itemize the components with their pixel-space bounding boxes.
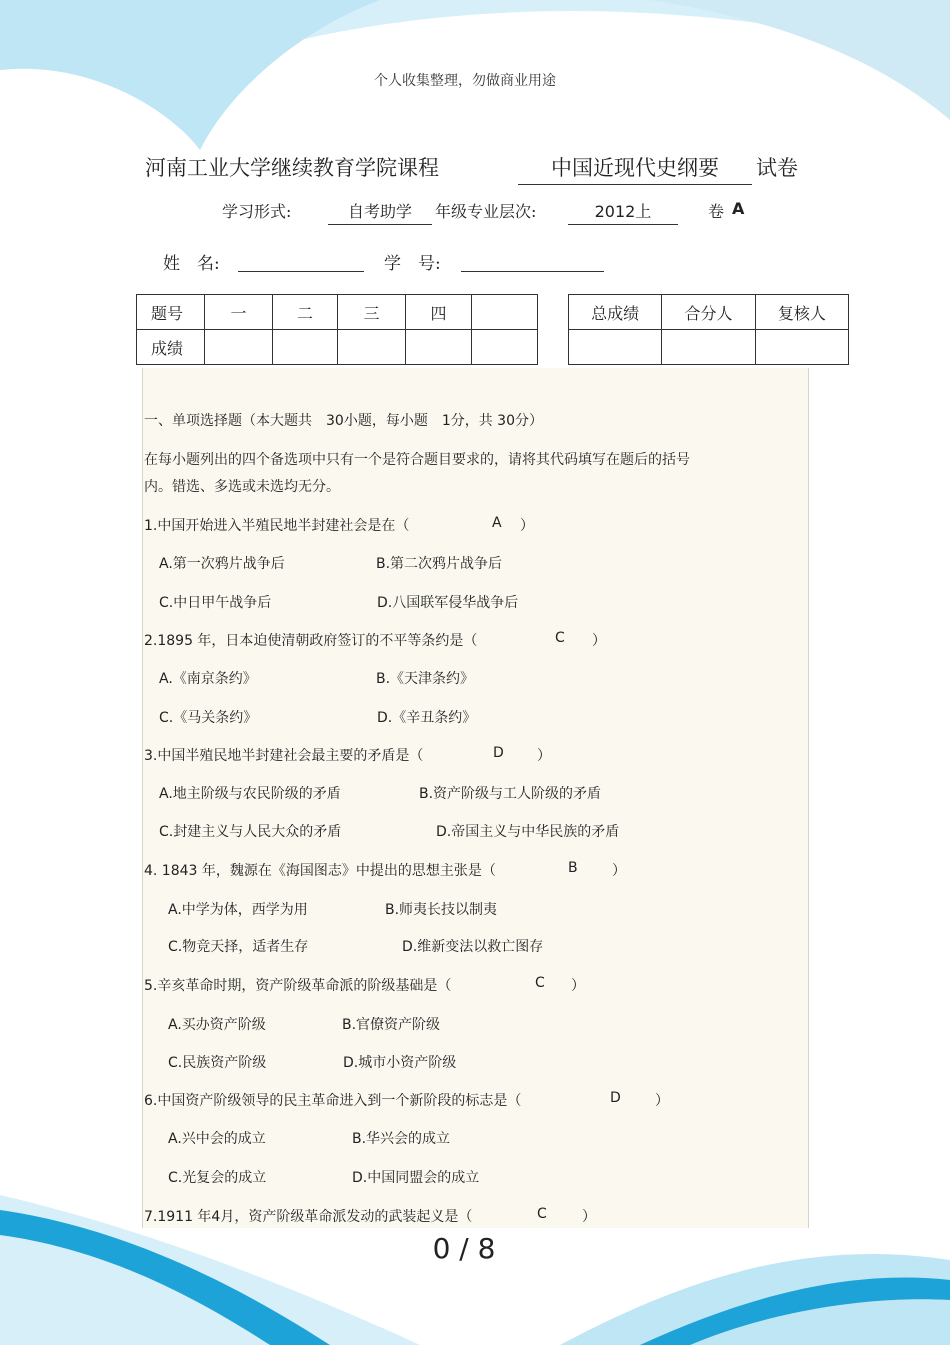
score-col-3: 三 xyxy=(338,295,406,330)
question-1-option-d: D.八国联军侵华战争后 xyxy=(377,595,519,611)
school-course-title: 河南工业大学继续教育学院课程 xyxy=(145,156,439,180)
scorer-cell[interactable] xyxy=(662,330,755,365)
question-5-option-a: A.买办资产阶级 xyxy=(168,1017,266,1033)
question-4-stem: 4. 1843 年，魏源在《海国图志》中提出的思想主张是（ xyxy=(144,863,496,879)
question-5-close: ） xyxy=(571,978,585,994)
section-instruction-line2: 内。错选、多选或未选均无分。 xyxy=(144,479,340,495)
study-form-value: 自考助学 xyxy=(328,199,432,225)
question-2-option-c: C.《马关条约》 xyxy=(159,710,258,726)
question-1-option-b: B.第二次鸦片战争后 xyxy=(376,556,503,572)
question-5-option-d: D.城市小资产阶级 xyxy=(343,1055,457,1071)
student-id-field[interactable] xyxy=(461,251,604,272)
question-1-stem: 1.中国开始进入半殖民地半封建社会是在（ xyxy=(144,518,410,534)
question-4-close: ） xyxy=(612,863,626,879)
question-number-header: 题号 xyxy=(137,295,205,330)
student-name-label: 姓 名: xyxy=(163,254,220,274)
question-number-row xyxy=(137,295,538,330)
total-score-header: 总成绩 xyxy=(569,295,662,330)
question-1-option-c: C.中日甲午战争后 xyxy=(159,595,272,611)
question-1-answer: A xyxy=(492,515,502,531)
reviewer-cell[interactable] xyxy=(755,330,848,365)
question-7-answer: C xyxy=(537,1206,547,1222)
score-col-5 xyxy=(472,295,538,330)
volume-value: A xyxy=(732,199,745,218)
grade-level-label: 年级专业层次: xyxy=(435,202,537,221)
question-2-close: ） xyxy=(592,633,606,649)
question-2-answer: C xyxy=(555,630,565,646)
score-row-header: 成绩 xyxy=(137,330,205,365)
student-id-label: 学 号: xyxy=(384,254,441,274)
page-number: 0 / 8 xyxy=(432,1232,496,1265)
question-3-answer: D xyxy=(493,745,504,761)
question-5-answer: C xyxy=(535,975,545,991)
question-1-option-a: A.第一次鸦片战争后 xyxy=(159,556,285,572)
question-1-close: ） xyxy=(520,518,534,534)
section-title: 一、单项选择题（本大题共 30小题，每小题 1分，共 30分） xyxy=(144,413,543,429)
question-6-option-a: A.兴中会的成立 xyxy=(168,1131,266,1147)
question-6-option-d: D.中国同盟会的成立 xyxy=(352,1170,480,1186)
grade-level-value: 2012上 xyxy=(568,199,678,225)
question-6-answer: D xyxy=(610,1090,621,1106)
question-2-option-a: A.《南京条约》 xyxy=(159,671,257,687)
question-4-answer: B xyxy=(568,860,578,876)
section-instruction-line1: 在每小题列出的四个备选项中只有一个是符合题目要求的，请将其代码填写在题后的括号 xyxy=(144,452,690,468)
question-3-close: ） xyxy=(537,748,551,764)
question-3-option-a: A.地主阶级与农民阶级的矛盾 xyxy=(159,786,341,802)
question-6-stem: 6.中国资产阶级领导的民主革命进入到一个新阶段的标志是（ xyxy=(144,1093,522,1109)
paper-suffix: 试卷 xyxy=(756,156,798,180)
question-2-option-b: B.《天津条约》 xyxy=(376,671,475,687)
volume-label: 卷 xyxy=(708,202,725,221)
total-header-row xyxy=(569,295,849,330)
question-4-option-d: D.维新变法以救亡图存 xyxy=(402,939,544,955)
score-cell[interactable] xyxy=(338,330,406,365)
question-2-stem: 2.1895 年，日本迫使清朝政府签订的不平等条约是（ xyxy=(144,633,478,649)
question-3-stem: 3.中国半殖民地半封建社会最主要的矛盾是（ xyxy=(144,748,424,764)
reviewer-header: 复核人 xyxy=(755,295,848,330)
score-table xyxy=(136,294,538,365)
question-6-option-c: C.光复会的成立 xyxy=(168,1170,267,1186)
course-name: 中国近现代史纲要 xyxy=(518,152,752,185)
total-score-table xyxy=(568,294,849,365)
question-7-close: ） xyxy=(582,1209,596,1225)
score-cell[interactable] xyxy=(273,330,338,365)
question-4-option-a: A.中学为体，西学为用 xyxy=(168,902,308,918)
question-3-option-b: B.资产阶级与工人阶级的矛盾 xyxy=(419,786,602,802)
question-3-option-c: C.封建主义与人民大众的矛盾 xyxy=(159,824,342,840)
total-score-cell[interactable] xyxy=(569,330,662,365)
question-5-option-c: C.民族资产阶级 xyxy=(168,1055,267,1071)
score-col-1: 一 xyxy=(205,295,273,330)
question-4-option-b: B.师夷长技以制夷 xyxy=(385,902,498,918)
score-cell[interactable] xyxy=(472,330,538,365)
question-4-option-c: C.物竞天择，适者生存 xyxy=(168,939,309,955)
student-name-field[interactable] xyxy=(238,251,364,272)
scorer-header: 合分人 xyxy=(662,295,755,330)
question-7-stem: 7.1911 年4月，资产阶级革命派发动的武装起义是（ xyxy=(144,1209,473,1225)
question-6-close: ） xyxy=(655,1093,669,1109)
study-form-label: 学习形式: xyxy=(222,202,292,221)
question-3-option-d: D.帝国主义与中华民族的矛盾 xyxy=(436,824,620,840)
question-2-option-d: D.《辛丑条约》 xyxy=(377,710,477,726)
score-col-4: 四 xyxy=(406,295,472,330)
score-row xyxy=(137,330,538,365)
question-5-stem: 5.辛亥革命时期，资产阶级革命派的阶级基础是（ xyxy=(144,978,452,994)
total-value-row xyxy=(569,330,849,365)
score-cell[interactable] xyxy=(205,330,273,365)
score-col-2: 二 xyxy=(273,295,338,330)
watermark-text: 个人收集整理，勿做商业用途 xyxy=(374,73,556,89)
question-6-option-b: B.华兴会的成立 xyxy=(352,1131,451,1147)
question-5-option-b: B.官僚资产阶级 xyxy=(342,1017,441,1033)
score-cell[interactable] xyxy=(406,330,472,365)
